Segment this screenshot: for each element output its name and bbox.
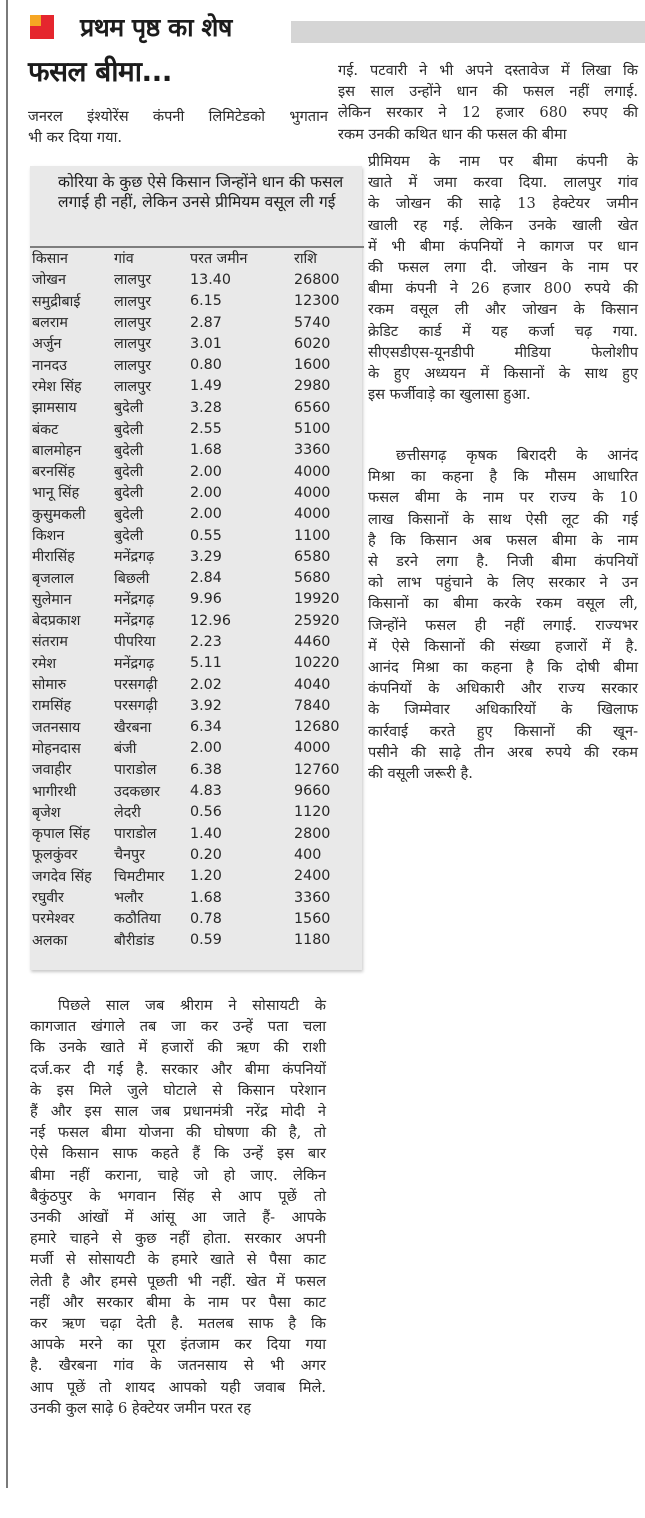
table-row — [32, 397, 354, 418]
text-line: भी कर दिया गया. — [28, 129, 123, 147]
cell-fallow-land: 4.83 — [190, 783, 222, 800]
cell-farmer: भानू सिंह — [32, 485, 80, 502]
table-row — [32, 376, 354, 397]
cell-village: बुदेली — [114, 464, 144, 481]
text-line: दर्ज.कर दी गई है. सरकार और बीमा कंपनियों — [30, 1060, 326, 1078]
cell-amount: 6560 — [294, 399, 331, 416]
cell-fallow-land: 12.96 — [190, 612, 231, 629]
cell-farmer: जगदेव सिंह — [32, 868, 92, 885]
text-line: प्रीमियम के नाम पर बीमा कंपनी के — [368, 153, 638, 170]
text-line: पिछले साल जब श्रीराम ने सोसायटी के — [58, 997, 326, 1014]
cell-fallow-land: 3.29 — [190, 548, 222, 565]
cell-amount: 1120 — [294, 804, 331, 821]
cell-village: लालपुर — [114, 357, 152, 374]
cell-village: बिछली — [114, 570, 150, 587]
table-row — [32, 418, 354, 439]
text-line: फसल बीमा के नाम पर राज्य के 10 — [368, 489, 638, 507]
cell-fallow-land: 2.00 — [190, 463, 222, 480]
text-line: ऐसे किसान साफ कहते हैं कि उन्हें इस बार — [30, 1145, 326, 1163]
cell-amount: 4000 — [294, 740, 331, 757]
text-line: नई फसल बीमा योजना की घोषणा की है, तो — [30, 1124, 326, 1142]
cell-amount: 4040 — [294, 676, 331, 693]
cell-fallow-land: 0.55 — [190, 527, 222, 544]
text-line: क्रेडिट कार्ड में यह कर्जा चढ़ गया. — [368, 322, 638, 340]
cell-amount: 19920 — [294, 591, 340, 608]
cell-village: लालपुर — [114, 315, 152, 332]
cell-village: मनेंद्रगढ़ — [114, 591, 155, 608]
article-column2-para2 — [368, 445, 638, 784]
cell-fallow-land: 2.23 — [190, 633, 222, 650]
cell-farmer: बलराम — [32, 315, 68, 332]
cell-village: खैरबना — [114, 719, 152, 736]
cell-farmer: झामसाय — [32, 400, 77, 417]
table-row — [32, 333, 354, 354]
cell-village: चिमटीमार — [114, 868, 165, 885]
table-row — [32, 823, 354, 844]
cell-farmer: बृजेश — [32, 804, 61, 821]
article-column1-bottom — [30, 995, 326, 1419]
table-row — [32, 354, 354, 375]
cell-farmer: अर्जुन — [32, 336, 62, 353]
text-line: पसीने की साढ़े तीन अरब रुपये की रकम — [368, 743, 638, 761]
cell-village: बंजी — [114, 740, 137, 757]
cell-village: परसगढ़ी — [114, 677, 158, 694]
text-line: है कि किसान अब फसल बीमा के नाम — [368, 531, 638, 549]
farmers-table-box — [30, 166, 362, 970]
cell-amount: 5680 — [294, 570, 331, 587]
page-border-line — [6, 0, 8, 1488]
cell-village: पीपरिया — [114, 634, 156, 651]
text-line: की फसल लगा दी. जोखन के नाम पर — [368, 259, 638, 277]
cell-fallow-land: 2.55 — [190, 421, 222, 438]
cell-farmer: कृपाल सिंह — [32, 826, 91, 843]
cell-farmer: बालमोहन — [32, 442, 82, 459]
cell-fallow-land: 2.00 — [190, 740, 222, 757]
farmers-table — [32, 248, 354, 951]
cell-fallow-land: 0.80 — [190, 357, 222, 374]
table-row — [32, 546, 354, 567]
text-line: खाते में जमा करवा दिया. लालपुर गांव — [368, 174, 638, 192]
text-line: कि उनके खाते में हजारों की ऋण की राशी — [30, 1039, 326, 1057]
text-line: मिश्रा का कहना है कि मौसम आधारित — [368, 468, 638, 486]
table-row — [32, 866, 354, 887]
cell-village: उदकछार — [114, 783, 160, 800]
cell-amount: 2980 — [294, 378, 331, 395]
cell-fallow-land: 9.96 — [190, 591, 222, 608]
cell-village: लालपुर — [114, 272, 152, 289]
cell-amount: 3360 — [294, 442, 331, 459]
cell-farmer: किशन — [32, 528, 65, 544]
cell-village: बुदेली — [114, 506, 144, 523]
cell-fallow-land: 2.84 — [190, 570, 222, 587]
table-row — [32, 440, 354, 461]
text-line: हमारे चाहने से कुछ नहीं होता. सरकार अपनी — [30, 1230, 326, 1248]
cell-fallow-land: 3.28 — [190, 399, 222, 416]
cell-amount: 3360 — [294, 889, 331, 906]
cell-amount: 12760 — [294, 761, 340, 778]
cell-farmer: रमेश सिंह — [32, 378, 82, 395]
table-row — [32, 887, 354, 908]
cell-amount: 12300 — [294, 293, 340, 310]
cell-village: बुदेली — [114, 442, 144, 459]
table-row — [32, 291, 354, 312]
cell-fallow-land: 0.78 — [190, 910, 222, 927]
cell-village: पाराडोल — [114, 826, 157, 843]
cell-fallow-land: 6.34 — [190, 719, 222, 736]
table-row — [32, 844, 354, 865]
cell-village: लेदरी — [114, 804, 141, 821]
table-row — [32, 674, 354, 695]
cell-farmer: समुद्रीबाई — [32, 293, 81, 310]
table-row — [32, 589, 354, 610]
cell-amount: 2800 — [294, 825, 331, 842]
text-line: जनरल इंश्योरेंस कंपनी लिमिटेडको भुगतान — [28, 108, 328, 125]
cell-farmer: सुलेमान — [32, 591, 72, 608]
cell-fallow-land: 6.15 — [190, 293, 222, 310]
cell-fallow-land: 2.02 — [190, 676, 222, 693]
cell-fallow-land: 3.01 — [190, 335, 222, 352]
cell-farmer: जतनसाय — [32, 719, 81, 736]
text-line: इस फर्जीवाड़े का खुलासा हुआ. — [368, 386, 531, 404]
table-row — [32, 780, 354, 801]
cell-farmer: जोखन — [32, 272, 66, 289]
cell-farmer: नानदउ — [32, 357, 67, 374]
text-line: लेकिन सरकार ने 12 हजार 680 रुपए की — [338, 104, 638, 122]
cell-farmer: कुसुमकली — [32, 506, 86, 523]
cell-farmer: संतराम — [32, 634, 68, 651]
table-row — [32, 908, 354, 929]
table-caption: कोरिया के कुछ ऐसे किसान जिन्होंने धान की फसल लगाई ही नहीं, लेकिन उनसे प्रीमियम वसूल ली गई — [58, 173, 344, 211]
header-amount: राशि — [294, 251, 317, 268]
cell-farmer: फूलकुंवर — [32, 847, 78, 864]
table-row — [32, 461, 354, 482]
table-body — [32, 269, 354, 951]
cell-village: बुदेली — [114, 485, 144, 502]
article-intro — [28, 106, 328, 148]
cell-farmer: सोमारु — [32, 677, 67, 694]
table-row — [32, 610, 354, 631]
text-line: बैकुंठपुर के भगवान सिंह से आप पूछें तो — [30, 1187, 326, 1205]
text-line: है. खैरबना गांव के जतनसाय से भी अगर — [30, 1357, 326, 1375]
cell-village: परसगढ़ी — [114, 698, 158, 715]
text-line: के हुए अध्ययन में किसानों के साथ हुए — [368, 365, 638, 383]
cell-village: पाराडोल — [114, 762, 157, 779]
text-line: कंपनियों के अधिकारी और राज्य सरकार — [368, 680, 638, 698]
text-line: गई. पटवारी ने भी अपने दस्तावेज में लिखा कि — [338, 62, 638, 79]
text-line: कर ऋण चढ़ा देती है. मतलब साफ है कि — [30, 1315, 326, 1333]
text-line: रकम वसूल ली और जोखन के किसान — [368, 301, 638, 319]
text-line: की वसूली जरूरी है. — [368, 765, 473, 783]
cell-amount: 2400 — [294, 868, 331, 885]
text-line: में भी बीमा कंपनियों ने कागज पर धान — [368, 237, 638, 255]
text-line: छत्तीसगढ़ कृषक बिरादरी के आनंद — [396, 447, 638, 464]
table-row — [32, 930, 354, 951]
text-line: हैं और इस साल जब प्रधानमंत्री नरेंद्र मोदी ने — [30, 1103, 326, 1121]
text-line: इस साल उन्होंने धान की फसल नहीं लगाई. — [338, 83, 638, 101]
article-column2-body — [368, 151, 638, 405]
cell-village: लालपुर — [114, 293, 152, 310]
cell-fallow-land: 1.68 — [190, 442, 222, 459]
cell-village: लालपुर — [114, 336, 152, 353]
text-line: मर्जी से सोसायटी के हमारे खाते से पैसा काट — [30, 1251, 326, 1269]
cell-amount: 9660 — [294, 783, 331, 800]
text-line: लाख किसानों के साथ ऐसी लूट की गई — [368, 510, 638, 528]
cell-fallow-land: 2.00 — [190, 484, 222, 501]
cell-farmer: जवाहीर — [32, 762, 72, 779]
section-header-bar — [291, 21, 645, 43]
text-line: के जिम्मेवार अधिकारियों के खिलाफ — [368, 701, 638, 719]
text-line: नहीं और सरकार बीमा के नाम पर पैसा काट — [30, 1293, 326, 1311]
cell-amount: 12680 — [294, 719, 340, 736]
cell-fallow-land: 5.11 — [190, 655, 222, 672]
text-line: आनंद मिश्रा का कहना है कि दोषी बीमा — [368, 659, 638, 677]
cell-fallow-land: 1.68 — [190, 889, 222, 906]
text-line: उनकी कुल साढ़े 6 हेक्टेयर जमीन परत रह — [30, 1399, 252, 1417]
text-line: उनकी आंखों में आंसू आ जाते हैं- आपके — [30, 1209, 326, 1227]
article-column2-top — [338, 60, 638, 145]
cell-fallow-land: 2.87 — [190, 314, 222, 331]
table-row — [32, 695, 354, 716]
text-line: रकम उनकी कथित धान की फसल की बीमा — [338, 125, 567, 143]
cell-village: बौरीडांड — [114, 932, 155, 949]
header-fallow-land: परत जमीन — [190, 251, 248, 268]
cell-amount: 1180 — [294, 932, 331, 949]
cell-village: भलौर — [114, 890, 144, 907]
cell-amount: 4000 — [294, 484, 331, 501]
text-line: कागजात खंगाले तब जा कर उन्हें पता चला — [30, 1018, 326, 1036]
text-line: बीमा नहीं कराना, चाहे जो हो जाए. लेकिन — [30, 1166, 326, 1184]
cell-village: कठौतिया — [114, 911, 161, 928]
cell-amount: 6580 — [294, 548, 331, 565]
table-row — [32, 738, 354, 759]
table-row — [32, 525, 354, 546]
cell-amount: 5100 — [294, 421, 331, 438]
text-line: आपके मरने का पूरा इंतजाम कर दिया गया — [30, 1336, 326, 1354]
text-line: सीएसडीएस-यूनडीपी मीडिया फेलोशीप — [368, 343, 638, 361]
cell-amount: 400 — [294, 846, 322, 863]
cell-amount: 4000 — [294, 506, 331, 523]
cell-village: बुदेली — [114, 421, 144, 438]
cell-village: बुदेली — [114, 528, 144, 544]
cell-farmer: परमेश्वर — [32, 911, 75, 928]
text-line: आप पूछें तो शायद आपको यही जवाब मिले. — [30, 1378, 326, 1396]
table-row — [32, 312, 354, 333]
cell-farmer: बंकट — [32, 421, 59, 438]
table-row — [32, 759, 354, 780]
cell-farmer: बृजलाल — [32, 570, 74, 587]
cell-village: मनेंद्रगढ़ — [114, 613, 155, 630]
cell-farmer: बेदप्रकाश — [32, 613, 81, 630]
cell-farmer: बरनसिंह — [32, 464, 75, 481]
cell-farmer: रमेश — [32, 655, 57, 672]
cell-amount: 4000 — [294, 463, 331, 480]
cell-fallow-land: 0.56 — [190, 804, 222, 821]
text-line: लेती है और हमसे पूछती भी नहीं. खेत में फसल — [30, 1272, 326, 1290]
text-line: किसानों का बीमा करके रकम वसूल ली, — [368, 595, 638, 613]
cell-village: चैनपुर — [114, 847, 145, 864]
header-village: गांव — [114, 251, 134, 268]
text-line: खाली रह गई. लेकिन उनके खाली खेत — [368, 216, 638, 234]
table-row — [32, 802, 354, 823]
text-line: से डरने लगा है. निजी बीमा कंपनियों — [368, 553, 638, 571]
cell-amount: 7840 — [294, 697, 331, 714]
table-header-row — [32, 248, 354, 269]
cell-amount: 25920 — [294, 612, 340, 629]
header-farmer: किसान — [32, 251, 68, 268]
cell-farmer: भागीरथी — [32, 783, 77, 800]
table-row — [32, 567, 354, 588]
table-row — [32, 482, 354, 503]
section-logo-icon — [30, 15, 54, 39]
text-line: के जोखन की साढ़े 13 हेक्टेयर जमीन — [368, 195, 638, 213]
cell-village: बुदेली — [114, 400, 144, 417]
cell-fallow-land: 1.40 — [190, 825, 222, 842]
cell-fallow-land: 6.38 — [190, 761, 222, 778]
cell-amount: 4460 — [294, 633, 331, 650]
cell-amount: 1100 — [294, 527, 331, 544]
cell-village: मनेंद्रगढ़ — [114, 549, 155, 566]
headline: फसल बीमा... — [28, 55, 172, 88]
table-row — [32, 653, 354, 674]
cell-amount: 1560 — [294, 910, 331, 927]
text-line: जिन्होंने फसल ही नहीं लगाई. राज्यभर — [368, 616, 638, 634]
cell-fallow-land: 13.40 — [190, 271, 231, 288]
cell-amount: 10220 — [294, 655, 340, 672]
text-line: बीमा कंपनी ने 26 हजार 800 रुपये की — [368, 280, 638, 298]
cell-fallow-land: 0.20 — [190, 846, 222, 863]
cell-fallow-land: 1.20 — [190, 868, 222, 885]
cell-village: लालपुर — [114, 378, 152, 395]
cell-farmer: रामसिंह — [32, 698, 72, 715]
table-row — [32, 504, 354, 525]
table-row — [32, 717, 354, 738]
cell-fallow-land: 2.00 — [190, 506, 222, 523]
cell-fallow-land: 3.92 — [190, 697, 222, 714]
cell-farmer: रघुवीर — [32, 890, 64, 907]
cell-amount: 26800 — [294, 271, 340, 288]
cell-amount: 6020 — [294, 335, 331, 352]
table-row — [32, 269, 354, 290]
cell-fallow-land: 1.49 — [190, 378, 222, 395]
cell-amount: 1600 — [294, 357, 331, 374]
cell-fallow-land: 0.59 — [190, 932, 222, 949]
text-line: कार्रवाई करते हुए किसानों की खून- — [368, 722, 638, 740]
cell-farmer: अलका — [32, 932, 68, 949]
table-row — [32, 631, 354, 652]
text-line: के इस मिले जुले घोटाले से किसान परेशान — [30, 1081, 326, 1099]
text-line: को लाभ पहुंचाने के लिए सरकार ने उन — [368, 574, 638, 592]
cell-farmer: मीरासिंह — [32, 549, 75, 566]
cell-amount: 5740 — [294, 314, 331, 331]
text-line: में ऐसे किसानों की संख्या हजारों में है. — [368, 637, 638, 655]
section-title: प्रथम पृष्ठ का शेष — [80, 13, 232, 42]
cell-village: मनेंद्रगढ़ — [114, 655, 155, 672]
cell-farmer: मोहनदास — [32, 740, 81, 757]
